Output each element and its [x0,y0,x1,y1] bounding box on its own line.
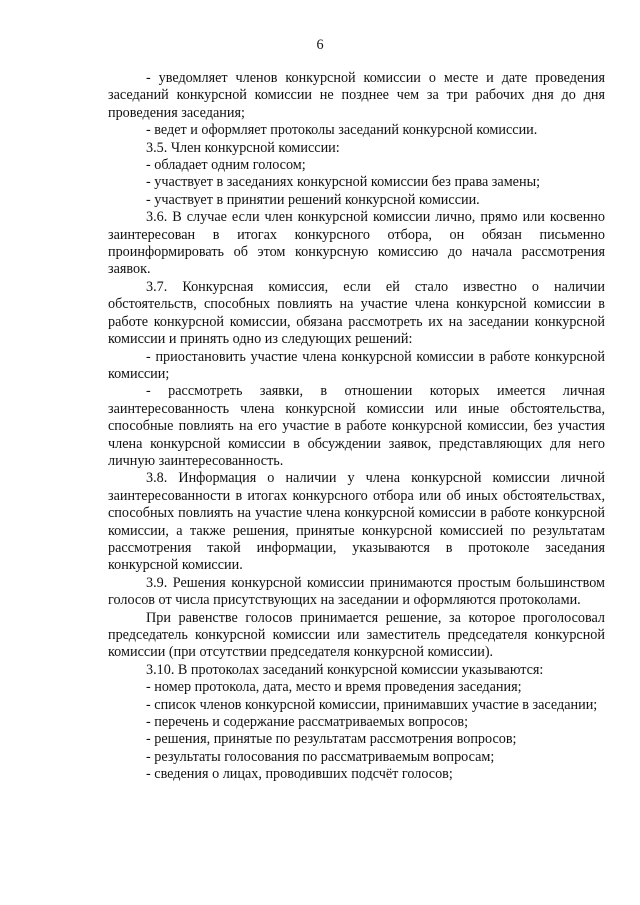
paragraph: - участвует в заседаниях конкурсной комиссии без права замены; [146,174,541,191]
document-body [108,70,605,784]
paragraph: 3.6. В случае если член конкурсной комиссии лично, прямо или косвенно заинтересован в итогах конкурсного отбора, он обязан письменно проинформировать об этом конкурсную комиссию до начала рассмотрения заявок. [108,209,605,278]
paragraph: - список членов конкурсной комиссии, принимавших участие в заседании; [146,696,598,713]
paragraph: 3.8. Информация о наличии у члена конкурсной комиссии личной заинтересованности в итогах конкурсного отбора или об иных обстоятельствах, способных повлиять на участие члена конкурсной комиссии в работе конкурсной комиссии, а также решения, принятые конкурсной комиссией по результатам рассмотрения такой информации, указываются в протоколе заседания конкурсной комиссии. [108,470,605,574]
paragraph: - номер протокола, дата, место и время проведения заседания; [146,679,522,696]
paragraph: - уведомляет членов конкурсной комиссии о месте и дате проведения заседаний конкурсной комиссии не позднее чем за три рабочих дня до дня проведения заседания; [108,70,605,121]
section-heading: 3.10. В протоколах заседаний конкурсной комиссии указываются: [146,661,544,678]
paragraph: - приостановить участие члена конкурсной комиссии в работе конкурсной комиссии; [108,348,605,382]
paragraph: При равенстве голосов принимается решение, за которое проголосовал председатель конкурсной комиссии или заместитель председателя конкурсной комиссии (при отсутствии председателя конкурсной комиссии). [108,609,605,661]
paragraph: - сведения о лицах, проводивших подсчёт голосов; [146,766,453,783]
section-heading: 3.5. Член конкурсной комиссии: [146,139,340,156]
paragraph: - решения, принятые по результатам рассмотрения вопросов; [146,731,517,748]
paragraph: - результаты голосования по рассматриваемым вопросам; [146,748,495,765]
paragraph: 3.9. Решения конкурсной комиссии принимаются простым большинством голосов от числа присутствующих на заседании и оформляются протоколами. [108,574,605,609]
paragraph: - участвует в принятии решений конкурсной комиссии. [146,191,480,208]
paragraph: 3.7. Конкурсная комиссия, если ей стало известно о наличии обстоятельств, способных повлиять на участие члена конкурсной комиссии в работе конкурсной комиссии, обязана рассмотреть их на заседании конкурсной комиссии и принять одно из следующих решений: [108,278,605,348]
paragraph: - рассмотреть заявки, в отношении которых имеется личная заинтересованность члена конкурсной комиссии или иные обстоятельства, способные повлиять на его участие в работе конкурсной комиссии, без участия члена конкурсной комиссии в обсуждении заявок, представляющих для него личную заинтересованность. [108,383,605,469]
page-number: 6 [316,37,324,53]
paragraph: - ведет и оформляет протоколы заседаний конкурсной комиссии. [146,122,538,139]
paragraph: - перечень и содержание рассматриваемых вопросов; [146,714,469,731]
paragraph: - обладает одним голосом; [146,157,306,174]
